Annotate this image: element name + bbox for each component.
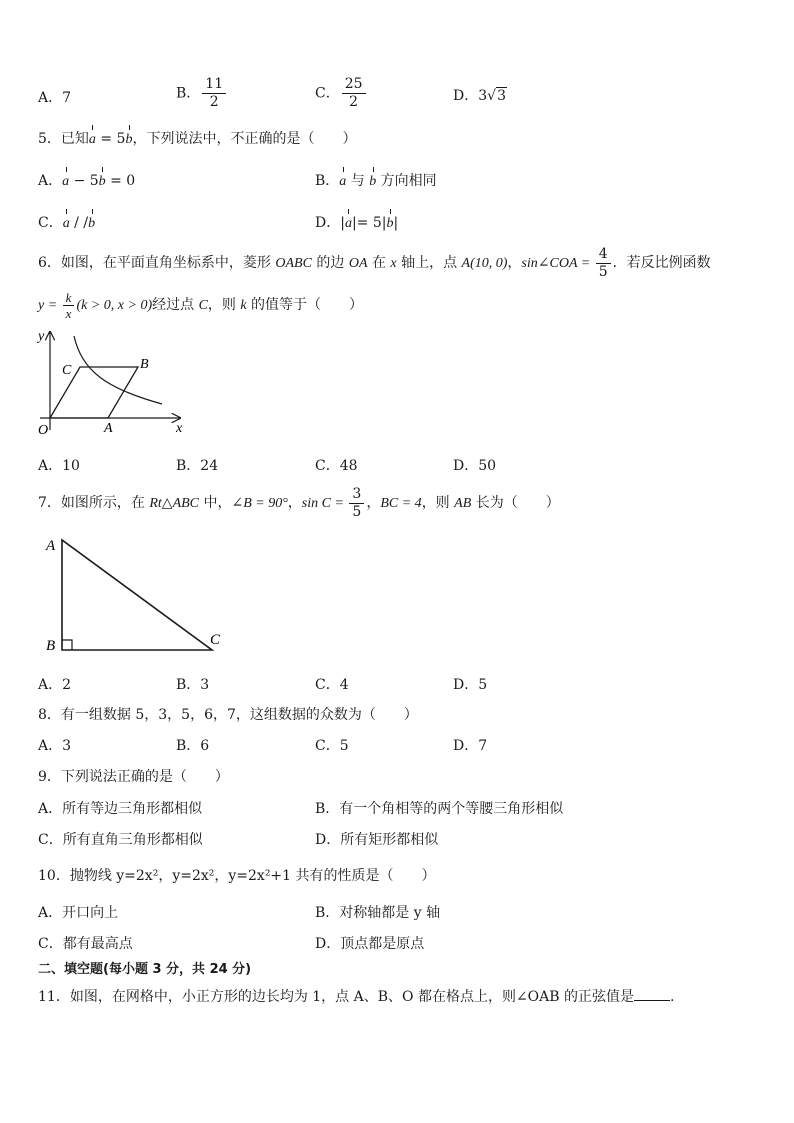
q10-option-b: B．对称轴都是 y 轴 xyxy=(315,905,441,921)
label-c: C xyxy=(62,363,72,378)
q9-option-b: B．有一个角相等的两个等腰三角形相似 xyxy=(315,801,564,817)
q9-option-d: D．所有矩形都相似 xyxy=(315,832,439,848)
q5-option-c: C．a / /b xyxy=(38,213,95,234)
fraction: $\frac{25}{2}$ xyxy=(342,76,366,111)
q10-option-a: A．开口向上 xyxy=(38,905,119,921)
label-b: B xyxy=(140,357,149,372)
fraction: $\frac{3}{5}$ xyxy=(349,486,364,521)
q10-option-d: D．顶点都是原点 xyxy=(315,936,425,952)
q8-option-a: A．3 xyxy=(38,738,72,754)
q8-option-b: B．6 xyxy=(176,738,210,754)
q7-option-a: A．2 xyxy=(38,677,72,693)
q9-option-c: C．所有直角三角形都相似 xyxy=(38,832,203,848)
label-o: O xyxy=(38,423,49,436)
label-a: A xyxy=(46,538,56,554)
q9-stem: 9．下列说法正确的是（ ） xyxy=(38,769,229,785)
q7-option-b: B．3 xyxy=(176,677,210,693)
q5-stem: 5．已知a = 5b，下列说法中，不正确的是（ ） xyxy=(38,129,356,150)
q6-stem-line1: 6．如图，在平面直角坐标系中，菱形 OABC 的边 OA 在 x 轴上，点 A(10, 0)，sin∠COA = $\frac{4}{5}$ ．若反比例函数 xyxy=(38,245,711,280)
sqrt-sign: √ xyxy=(487,88,497,104)
label-c: C xyxy=(210,632,221,648)
q4-option-b: B． $\frac{11}{2}$ xyxy=(176,76,228,111)
q6-option-b: B．24 xyxy=(176,458,219,474)
q10-option-c: C．都有最高点 xyxy=(38,936,133,952)
fraction: $\frac{k}{x}$ xyxy=(63,290,75,321)
label-y: y xyxy=(38,329,45,344)
q6-option-c: C．48 xyxy=(315,458,358,474)
label-x: x xyxy=(176,421,183,436)
q4-option-a: A．7 xyxy=(38,90,72,106)
q7-option-c: C．4 xyxy=(315,677,349,693)
q7-stem: 7．如图所示，在 Rt△ABC 中，∠B = 90°，sin C = $\frac{3}{5}$ ，BC = 4，则 AB 长为（ ） xyxy=(38,485,560,520)
hyperbola-curve xyxy=(74,336,162,404)
label-a: A xyxy=(104,421,113,436)
q5-option-d: D．|a|= 5|b| xyxy=(315,213,398,234)
q8-stem: 8．有一组数据 5，3，5，6，7，这组数据的众数为（ ） xyxy=(38,707,418,723)
q4-option-d: D．3√3 xyxy=(453,88,506,104)
q11-stem: 11．如图，在网格中，小正方形的边长均为 1，点 A、B、O 都在格点上，则∠OAB 的正弦值是 . xyxy=(38,986,674,1007)
q10-stem: 10．抛物线 y=2x²，y=2x²，y=2x²+1 共有的性质是（ ） xyxy=(38,868,436,884)
right-angle-mark xyxy=(62,640,72,650)
q5-option-a: A．a − 5b = 0 xyxy=(38,171,135,192)
section-heading: 二、填空题(每小题 3 分，共 24 分) xyxy=(38,962,252,977)
q6-option-a: A．10 xyxy=(38,458,80,474)
triangle-abc xyxy=(62,540,212,650)
fraction: $\frac{11}{2}$ xyxy=(202,76,226,111)
q7-option-d: D．5 xyxy=(453,677,488,693)
fraction: $\frac{4}{5}$ xyxy=(596,246,611,281)
q6-stem-line2: y = $\frac{k}{x}$ (k > 0, x > 0)经过点 C，则 k 的值等于（ ） xyxy=(38,289,364,321)
q5-option-b: B．a 与 b 方向相同 xyxy=(315,171,437,192)
q8-option-c: C．5 xyxy=(315,738,349,754)
q8-option-d: D．7 xyxy=(453,738,488,754)
q9-option-a: A．所有等边三角形都相似 xyxy=(38,801,203,817)
answer-blank xyxy=(634,986,670,1001)
q7-figure xyxy=(40,530,240,660)
label-b: B xyxy=(46,638,56,654)
q6-option-d: D．50 xyxy=(453,458,497,474)
q4-option-c: C． $\frac{25}{2}$ xyxy=(315,76,368,111)
q6-figure xyxy=(34,326,194,436)
